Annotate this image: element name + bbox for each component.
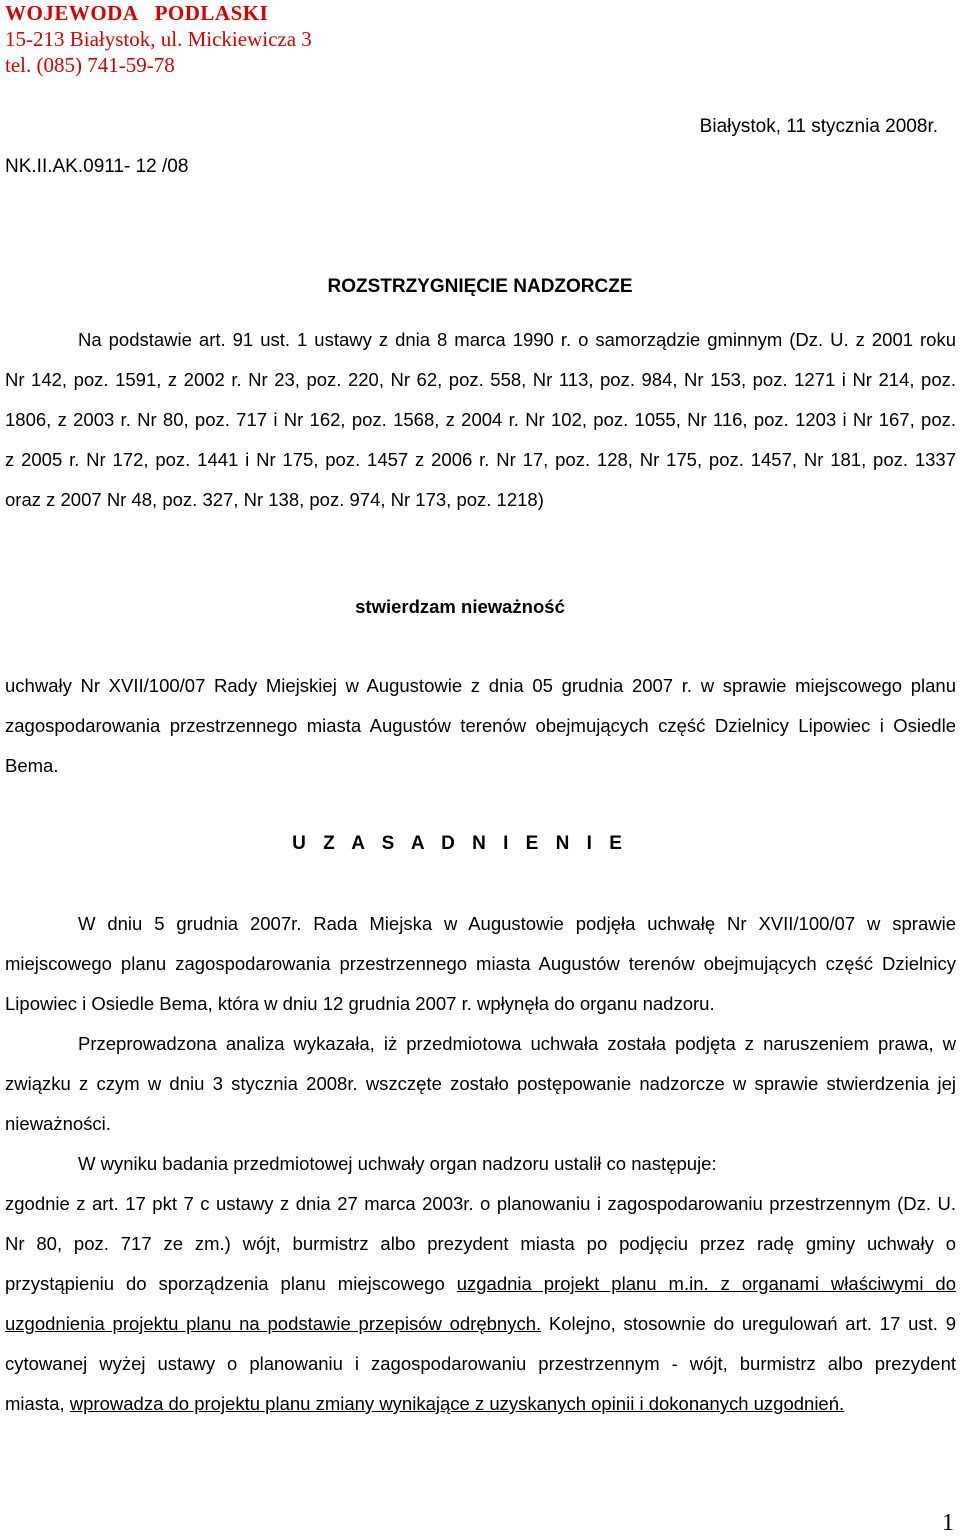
letterhead-address: 15-213 Białystok, ul. Mickiewicza 3	[5, 27, 312, 51]
document-title: ROZSTRZYGNIĘCIE NADZORCZE	[327, 276, 633, 297]
body-text: przystąpieniu do sporządzenia planu miejscowego	[5, 1273, 457, 1294]
underlined-text: wprowadza do projektu planu zmiany wynikające z uzyskanych opinii i dokonanych uzgodnień.	[69, 1393, 845, 1414]
body-line: W dniu 5 grudnia 2007r. Rada Miejska w Augustowie podjęła uchwałę Nr XVII/100/07 w sprawie	[78, 913, 956, 934]
body-line: Przeprowadzona analiza wykazała, iż przedmiotowa uchwała została podjęta z naruszeniem prawa, w	[78, 1033, 956, 1054]
letterhead-phone: tel. (085) 741-59-78	[5, 53, 175, 77]
body-text: miasta,	[5, 1393, 70, 1414]
justification-heading: U Z A S A D N I E N I E	[292, 833, 628, 854]
justification-body	[5, 904, 956, 1424]
underlined-text: uzgadnia projekt planu m.in. z organami właściwymi do	[456, 1273, 956, 1294]
body-line	[5, 1264, 956, 1304]
legal-basis-line: Na podstawie art. 91 ust. 1 ustawy z dnia 8 marca 1990 r. o samorządzie gminnym (Dz. U. z 2001 roku	[78, 329, 956, 350]
body-line: zgodnie z art. 17 pkt 7 c ustawy z dnia 27 marca 2003r. o planowaniu i zagospodarowaniu przestrzennym (Dz. U.	[5, 1193, 956, 1214]
body-line: związku z czym w dniu 3 stycznia 2008r. wszczęte zostało postępowanie nadzorcze w sprawie stwierdzenia jej	[5, 1073, 956, 1094]
body-line: Nr 80, poz. 717 ze zm.) wójt, burmistrz albo prezydent miasta po podjęciu przez radę gminy uchwały o	[5, 1233, 956, 1254]
decision-heading: stwierdzam nieważność	[355, 596, 565, 617]
resolution-line: zagospodarowania przestrzennego miasta Augustów terenów obejmujących część Dzielnicy Lipowiec i Osiedle	[5, 715, 956, 736]
body-line: miejscowego planu zagospodarowania przestrzennego miasta Augustów terenów obejmujących część Dzielnicy	[5, 953, 956, 974]
legal-basis-line: z 2005 r. Nr 172, poz. 1441 i Nr 175, poz. 1457 z 2006 r. Nr 17, poz. 128, Nr 175, poz. 1457, Nr 181, poz. 1337	[5, 449, 956, 470]
resolution-line: Bema.	[5, 755, 59, 776]
legal-basis-line: 1806, z 2003 r. Nr 80, poz. 717 i Nr 162, poz. 1568, z 2004 r. Nr 102, poz. 1055, Nr 116, poz. 1203 i Nr 167, poz.	[5, 409, 956, 430]
body-line: cytowanej wyżej ustawy o planowaniu i zagospodarowaniu przestrzennym - wójt, burmistrz albo prezydent	[5, 1353, 956, 1374]
resolution-line: uchwały Nr XVII/100/07 Rady Miejskiej w Augustowie z dnia 05 grudnia 2007 r. w sprawie miejscowego planu	[5, 675, 956, 696]
underlined-text: uzgodnienia projektu planu na podstawie przepisów odrębnych.	[5, 1313, 542, 1334]
body-line	[5, 1304, 956, 1344]
resolution	[5, 666, 956, 786]
legal-basis-line: oraz z 2007 Nr 48, poz. 327, Nr 138, poz. 974, Nr 173, poz. 1218)	[5, 489, 544, 510]
body-line: W wyniku badania przedmiotowej uchwały organ nadzoru ustalił co następuje:	[78, 1153, 717, 1174]
body-line: nieważności.	[5, 1113, 111, 1134]
letterhead	[5, 0, 312, 78]
place-date: Białystok, 11 stycznia 2008r.	[699, 116, 938, 137]
page-number: 1	[942, 1510, 954, 1536]
body-line	[5, 1384, 956, 1424]
body-line: Lipowiec i Osiedle Bema, która w dniu 12 grudnia 2007 r. wpłynęła do organu nadzoru.	[5, 993, 715, 1014]
letterhead-org: WOJEWODA PODLASKI	[5, 1, 269, 25]
body-text: Kolejno, stosownie do uregulowań art. 17 ust. 9	[541, 1313, 956, 1334]
reference-number: NK.II.AK.0911- 12 /08	[5, 156, 189, 177]
legal-basis-line: Nr 142, poz. 1591, z 2002 r. Nr 23, poz. 220, Nr 62, poz. 558, Nr 113, poz. 984, Nr 153, poz. 1271 i Nr 214, poz.	[5, 369, 956, 390]
legal-basis	[5, 320, 956, 520]
